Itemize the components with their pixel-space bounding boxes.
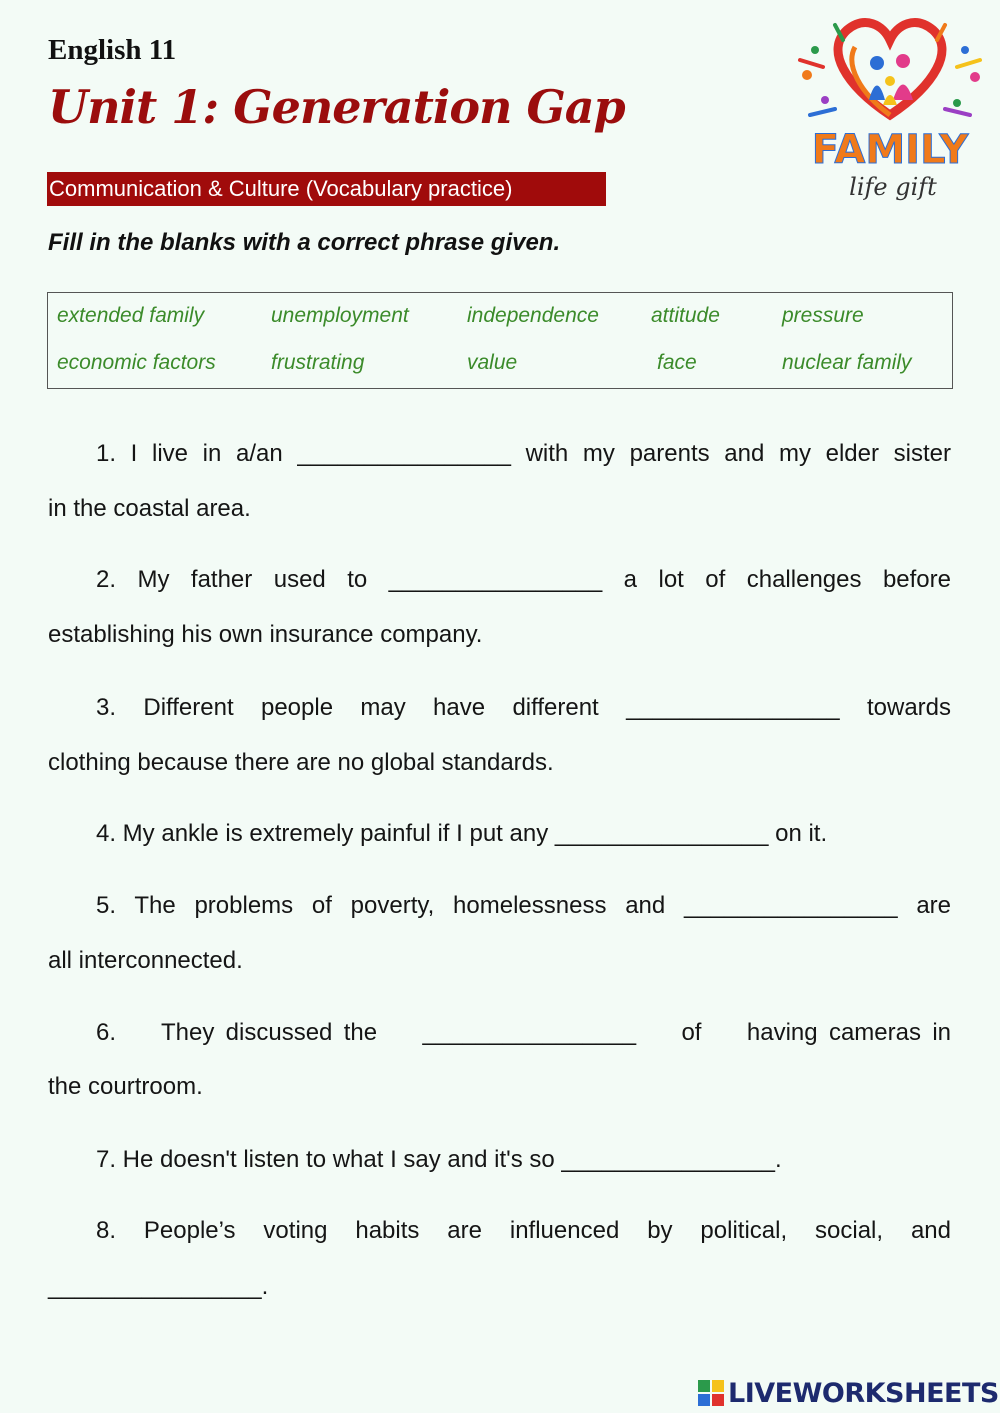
word-bank-item: attitude <box>651 304 720 327</box>
question-5-line1: 5. The problems of poverty, homelessness and ________________ are <box>96 892 951 919</box>
question-3-line1: 3. Different people may have different ________________ towards <box>96 694 951 721</box>
word-bank-item: frustrating <box>271 351 365 374</box>
footer-brand: LIVEWORKSHEETS <box>728 1377 999 1409</box>
word-bank-item: independence <box>467 304 599 327</box>
word-bank-item: pressure <box>782 304 864 327</box>
liveworksheets-logo <box>698 1378 999 1408</box>
question-7-line1: 7. He doesn't listen to what I say and it's so ________________. <box>96 1146 782 1173</box>
question-2-line1: 2. My father used to ________________ a lot of challenges before <box>96 566 951 593</box>
word-bank-item: value <box>467 351 518 374</box>
logo-subtitle: life gift <box>849 173 937 201</box>
question-4-line1: 4. My ankle is extremely painful if I put any ________________ on it. <box>96 820 828 847</box>
word-bank-item: face <box>657 351 697 374</box>
word-bank-item: economic factors <box>57 351 216 374</box>
instruction-text: Fill in the blanks with a correct phrase given. <box>48 229 561 256</box>
logo-title: FAMILY <box>811 127 969 173</box>
question-2-line2: establishing his own insurance company. <box>48 621 483 648</box>
question-8-line1: 8. People’s voting habits are influenced by political, social, and <box>96 1217 951 1244</box>
word-bank-item: nuclear family <box>782 351 912 374</box>
question-3-line2: clothing because there are no global standards. <box>48 749 554 776</box>
family-logo <box>785 5 995 210</box>
word-bank-item: extended family <box>57 304 205 327</box>
word-bank <box>47 292 953 389</box>
question-1-line2: in the coastal area. <box>48 495 251 522</box>
question-1-line1: 1. I live in a/an ________________ with my parents and my elder sister <box>96 440 951 467</box>
question-6-line2: the courtroom. <box>48 1073 203 1100</box>
heart-people-icon <box>785 5 995 210</box>
question-5-line2: all interconnected. <box>48 947 243 974</box>
word-bank-item: unemployment <box>271 304 409 327</box>
question-8-line2: ________________. <box>48 1273 269 1300</box>
unit-title: Unit 1: Generation Gap <box>48 80 625 134</box>
question-6-line1: 6. They discussed the ________________ of having cameras in <box>96 1019 951 1046</box>
liveworksheets-icon <box>698 1380 724 1406</box>
course-title: English 11 <box>48 34 177 66</box>
section-banner: Communication & Culture (Vocabulary practice) <box>47 172 606 206</box>
